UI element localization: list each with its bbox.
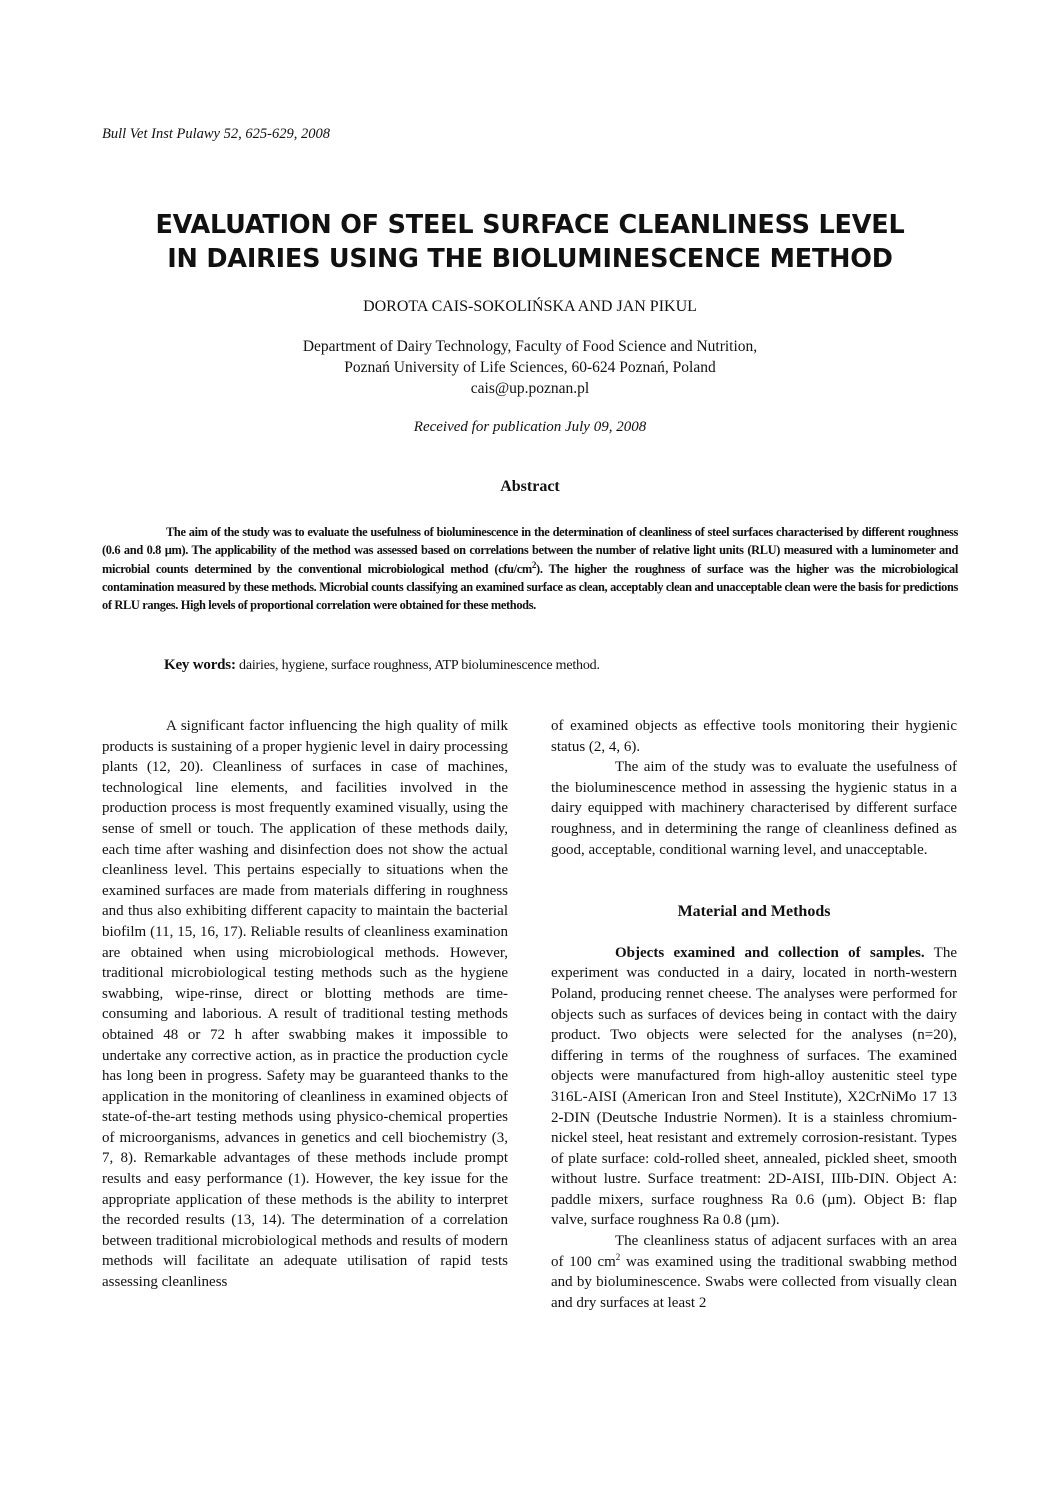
author-email[interactable]: cais@up.poznan.pl (470, 380, 590, 397)
affiliation-line-2: Poznań University of Life Sciences, 60-624 Poznań, Poland (344, 359, 716, 376)
received-date: Received for publication July 09, 2008 (413, 419, 647, 435)
intro-paragraph-1: A significant factor influencing the high quality of milk products is sustaining of a proper hygienic level in dairy processing plants (12, 20). Cleanliness of surfaces in case of machines, technological line elements, and facilities involved in the production process is most frequently examined visually, using the sense of smell or touch. The application of these methods daily, each time after washing and disinfection does not show the actual cleanliness level. This pertains especially to situations when the examined surfaces are made from materials differing in roughness and thus also exhibiting different capacity to maintain the bacterial biofilm (11, 15, 16, 17). Reliable results of cleanliness examination are obtained when using microbiological methods. However, traditional microbiological testing methods such as the hygiene swabbing, wipe-rinse, direct or blotting methods are time-consuming and laborious. A result of traditional testing methods obtained 48 or 72 h after swabbing makes it impossible to undertake any corrective action, as in practice the production cycle has long been in progress. Safety may be guaranteed thanks to the application in the monitoring of cleanliness in examined objects of state-of-the-art testing methods using physico-chemical properties of microorganisms, advances in genetics and cell biochemistry (3, 7, 8). Remarkable advantages of these methods include prompt results and easy performance (1). However, the key issue for the appropriate application of these methods is the ability to interpret the recorded results (13, 14). The determination of a correlation between traditional microbiological methods and results of modern methods will facilitate an adequate utilisation of rapid tests assessing cleanliness (102, 718, 508, 1291)
methods-paragraph-2-text-2: was examined using the traditional swabbing method and by bioluminescence. Swabs were collected from visually clean and dry surfaces at least 2 (551, 1253, 957, 1311)
abstract-body (102, 523, 958, 614)
title-line-1: EVALUATION OF STEEL SURFACE CLEANLINESS LEVEL (155, 210, 905, 240)
methods-paragraph-2 (551, 1231, 957, 1313)
journal-reference: Bull Vet Inst Pulawy 52, 625-629, 2008 (102, 126, 330, 142)
abstract-text-2: ). The higher the roughness of surface was the higher was the microbiological contamination measured by these methods. Microbial counts classifying an examined surface as clean, acceptably clean and unacceptable clean were the basis for predictions of RLU ranges. High levels of proportional correlation were obtained for these methods. (102, 561, 958, 613)
abstract-superscript: 2 (531, 559, 537, 570)
methods-paragraph-1-text: The experiment was conducted in a dairy, located in north-western Poland, producing rennet cheese. The analyses were performed for objects such as surfaces of devices being in contact with the dairy product. Two objects were selected for the analyses (n=20), differing in terms of the roughness of surfaces. The examined objects were manufactured from high-alloy austenitic steel type 316L-AISI (American Iron and Steel Institute), X2CrNiMo 17 13 2-DIN (Deutsche Industrie Normen). It is a stainless chromium-nickel steel, heat resistant and extremely corrosion-resistant. Types of plate surface: cold-rolled sheet, annealed, pickled sheet, smooth without lustre. Surface treatment: 2D-AISI, IIIb-DIN. Object A: paddle mixers, surface roughness Ra 0.6 (µm). Object B: flap valve, surface roughness Ra 0.8 (µm). (551, 944, 957, 1229)
abstract-text-1: The aim of the study was to evaluate the usefulness of bioluminescence in the determination of cleanliness of steel surfaces characterised by different roughness (0.6 and 0.8 µm). The applicability of the method was assessed based on correlations between the number of relative light units (RLU) measured with a luminometer and microbial counts determined by the conventional microbiological method (cfu/cm (102, 525, 958, 576)
paper-title (100, 208, 960, 276)
title-line-2: IN DAIRIES USING THE BIOLUMINESCENCE METHOD (167, 244, 893, 274)
keywords (164, 657, 600, 674)
authors: DOROTA CAIS-SOKOLIŃSKA AND JAN PIKUL (363, 298, 697, 315)
intro-paragraph-continuation: of examined objects as effective tools monitoring their hygienic status (2, 4, 6). (551, 718, 957, 755)
area-superscript: 2 (615, 1251, 621, 1262)
abstract-paragraph (102, 523, 958, 614)
keywords-label: Key words: (164, 657, 236, 673)
affiliation (100, 336, 960, 399)
subsection-heading: Objects examined and collection of samples. (615, 944, 925, 961)
right-column (551, 716, 957, 1313)
methods-paragraph-2-text-1: The cleanliness status of adjacent surfaces with an area of 100 cm (551, 1233, 957, 1270)
left-column (102, 716, 508, 1293)
affiliation-line-1: Department of Dairy Technology, Faculty of Food Science and Nutrition, (302, 338, 758, 355)
section-heading-methods: Material and Methods (677, 903, 831, 921)
keywords-text: dairies, hygiene, surface roughness, ATP bioluminescence method. (235, 658, 600, 673)
methods-paragraph-1 (551, 943, 957, 1231)
intro-paragraph-2: The aim of the study was to evaluate the usefulness of the bioluminescence method in assessing the hygienic status in a dairy equipped with machinery characterised by different surface roughness, and in determining the range of cleanliness defined as good, acceptable, conditional warning level, and unacceptable. (551, 759, 957, 858)
abstract-heading: Abstract (500, 478, 560, 495)
